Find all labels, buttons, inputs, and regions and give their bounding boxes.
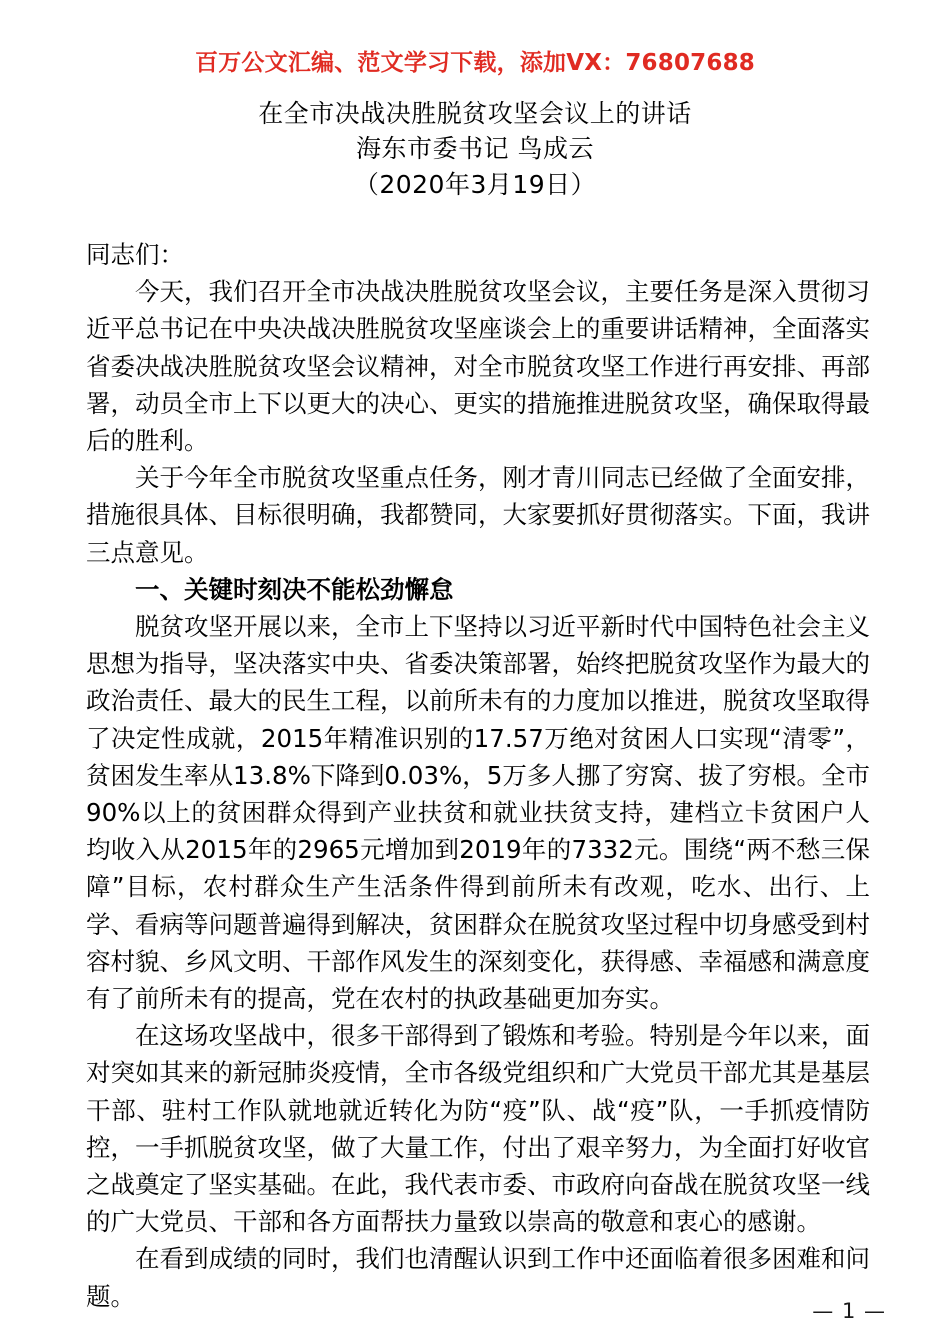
paragraph-tasks: 关于今年全市脱贫攻坚重点任务，刚才青川同志已经做了全面安排，措施很具体、目标很明确，我都赞同，大家要抓好贯彻落实。下面，我讲三点意见。: [86, 463, 870, 567]
page-number-footer: — 1 —: [812, 1299, 886, 1323]
document-title-block: [0, 97, 950, 203]
paragraph-achievements: 脱贫攻坚开展以来，全市上下坚持以习近平新时代中国特色社会主义思想为指导，坚决落实中央、省委决策部署，始终把脱贫攻坚作为最大的政治责任、最大的民生工程，以前所未有的力度加以推进，脱贫攻坚取得了决定性成就，2015年精准识别的17.57万绝对贫困人口实现“清零”，贫困发生率从13.8%下降到0.03%，5万多人挪了穷窝、拔了穷根。全市90%以上的贫困群众得到产业扶贫和就业扶贫支持，建档立卡贫困户人均收入从2015年的2965元增加到2019年的7332元。围绕“两不愁三保障”目标，农村群众生产生活条件得到前所未有改观，吃水、出行、上学、看病等问题普遍得到解决，贫困群众在脱贫攻坚过程中切身感受到村容村貌、乡风文明、干部作风发生的深刻变化，获得感、幸福感和满意度有了前所未有的提高，党在农村的执政基础更加夯实。: [86, 612, 870, 1014]
document-byline: 海东市委书记 鸟成云: [356, 134, 594, 163]
paragraph-cadres: 在这场攻坚战中，很多干部得到了锻炼和考验。特别是今年以来，面对突如其来的新冠肺炎疫情，全市各级党组织和广大党员干部尤其是基层干部、驻村工作队就地就近转化为防“疫”队、战“疫”队，一手抓疫情防控，一手抓脱贫攻坚，做了大量工作，付出了艰辛努力，为全面打好收官之战奠定了坚实基础。在此，我代表市委、市政府向奋战在脱贫攻坚一线的广大党员、干部和各方面帮扶力量致以崇高的敬意和衷心的感谢。: [86, 1021, 870, 1237]
document-date: （2020年3月19日）: [353, 170, 597, 199]
paragraph-problems: 在看到成绩的同时，我们也清醒认识到工作中还面临着很多困难和问题。: [86, 1244, 870, 1311]
promo-banner-text: 百万公文汇编、范文学习下载，添加VX：76807688: [195, 50, 755, 76]
salutation-line: 同志们：: [86, 240, 184, 269]
paragraph-opening: 今天，我们召开全市决战决胜脱贫攻坚会议，主要任务是深入贯彻习近平总书记在中央决战决胜脱贫攻坚座谈会上的重要讲话精神，全面落实省委决战决胜脱贫攻坚会议精神，对全市脱贫攻坚工作进行再安排、再部署，动员全市上下以更大的决心、更实的措施推进脱贫攻坚，确保取得最后的胜利。: [86, 277, 870, 456]
document-title: 在全市决战决胜脱贫攻坚会议上的讲话: [258, 99, 692, 128]
document-body: [86, 236, 870, 1315]
section-heading-one: 一、关键时刻决不能松劲懈怠: [135, 574, 454, 604]
